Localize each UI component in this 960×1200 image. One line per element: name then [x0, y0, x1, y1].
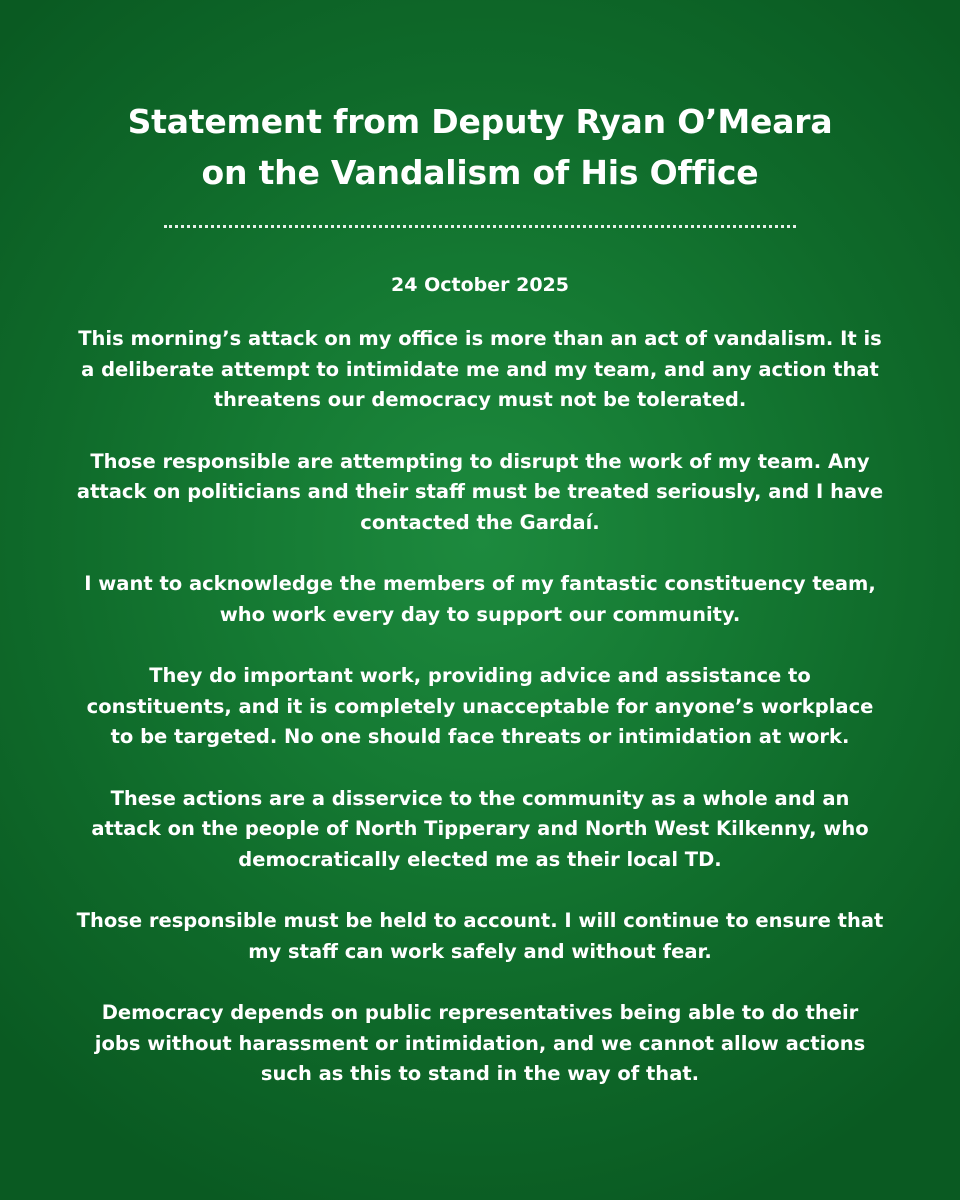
- paragraph-line: constituents, and it is completely unacceptable for anyone’s workplace: [86, 694, 874, 718]
- paragraph-line: They do important work, providing advice and assistance to: [149, 664, 811, 687]
- paragraph-line: such as this to stand in the way of that.: [260, 1062, 700, 1085]
- paragraph-line: a deliberate attempt to intimidate me and my team, and any action that: [81, 357, 879, 381]
- paragraph: [50, 784, 910, 876]
- paragraph: [50, 998, 910, 1090]
- paragraph-line: Those responsible must be held to account. I will continue to ensure that: [76, 909, 884, 932]
- paragraph: [50, 661, 910, 753]
- paragraph-line: jobs without harassment or intimidation, and we cannot allow actions: [94, 1031, 866, 1055]
- dotted-divider: [164, 225, 796, 228]
- paragraph-line: This morning’s attack on my office is more than an act of vandalism. It is: [78, 327, 882, 350]
- paragraph-line: Those responsible are attempting to disrupt the work of my team. Any: [90, 449, 870, 473]
- paragraph-line: who work every day to support our community.: [219, 602, 741, 626]
- statement-title: [50, 96, 910, 198]
- title-line: on the Vandalism of His Office: [201, 153, 759, 192]
- paragraph-line: to be targeted. No one should face threats or intimidation at work.: [110, 725, 850, 748]
- paragraph-line: threatens our democracy must not be tolerated.: [213, 388, 747, 411]
- title-line: Statement from Deputy Ryan O’Meara: [127, 102, 833, 141]
- paragraph-line: contacted the Gardaí.: [360, 510, 600, 534]
- paragraph: [50, 324, 910, 416]
- paragraph-line: attack on politicians and their staff must be treated seriously, and I have: [76, 480, 884, 503]
- paragraph: [50, 906, 910, 967]
- statement-date: 24 October 2025: [391, 274, 569, 296]
- paragraph-line: attack on the people of North Tipperary and North West Kilkenny, who: [91, 817, 869, 840]
- paragraph-line: democratically elected me as their local TD.: [238, 847, 722, 871]
- paragraph-line: my staff can work safely and without fear.: [248, 939, 712, 963]
- paragraph-line: These actions are a disservice to the community as a whole and an: [110, 786, 850, 810]
- paragraph-line: I want to acknowledge the members of my fantastic constituency team,: [84, 572, 876, 595]
- paragraph: [50, 569, 910, 630]
- paragraph: [50, 447, 910, 539]
- paragraph-line: Democracy depends on public representatives being able to do their: [101, 1001, 859, 1024]
- statement-body: [50, 324, 910, 1090]
